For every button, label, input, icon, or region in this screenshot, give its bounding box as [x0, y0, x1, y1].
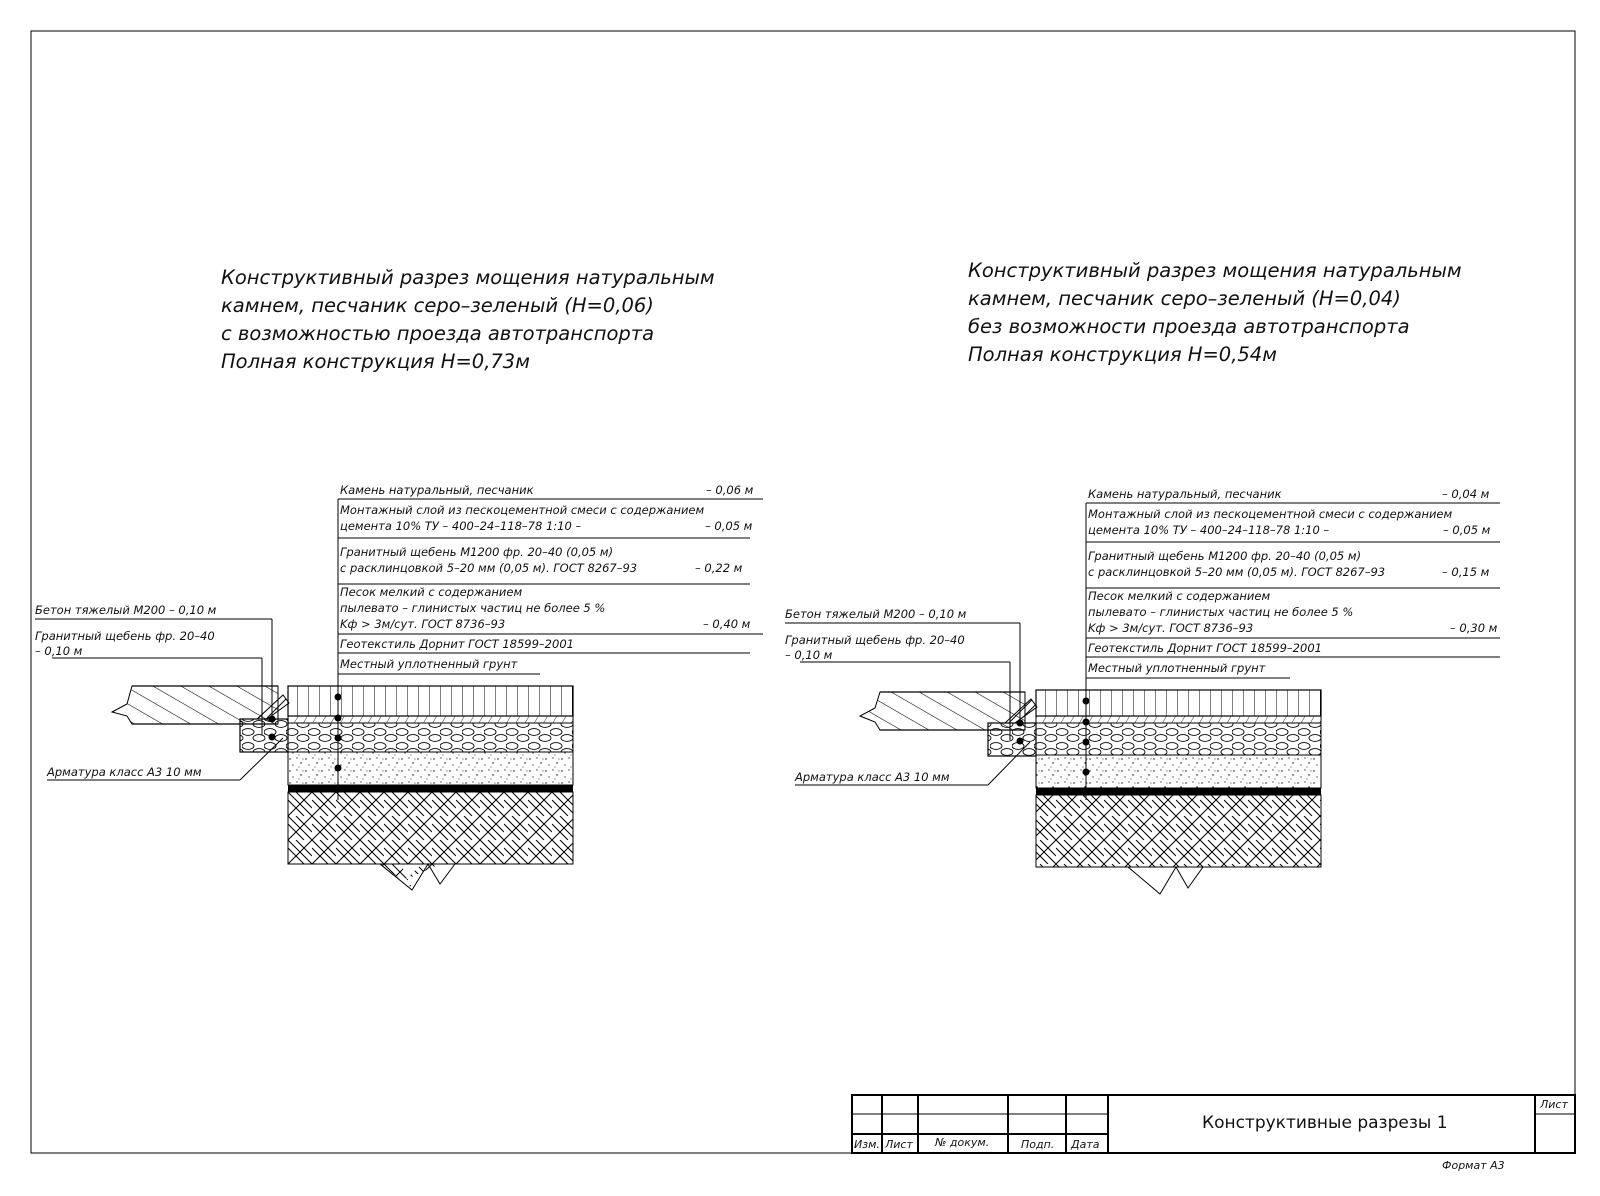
left-stone-label: Камень натуральный, песчаник: [340, 483, 534, 497]
left-title-line-1: Конструктивный разрез мощения натуральным: [221, 266, 715, 289]
right-crushed-label-2: – 0,10 м: [785, 648, 833, 662]
right-gravel-label-2: с расклинцовкой 5–20 мм (0,05 м). ГОСТ 8267–93: [1088, 565, 1386, 579]
right-geotextile-label: Геотекстиль Дорнит ГОСТ 18599–2001: [1088, 641, 1322, 655]
left-mount-label-2: цемента 10% ТУ – 400–24–118–78 1:10 –: [340, 519, 582, 533]
left-title-line-4: Полная конструкция H=0,73м: [221, 350, 530, 373]
left-gravel-label-1: Гранитный щебень М1200 фр. 20–40 (0,05 м): [340, 545, 614, 559]
left-crushed-label-1: Гранитный щебень фр. 20–40: [35, 629, 215, 643]
right-stone-thickness: – 0,04 м: [1442, 487, 1490, 501]
right-title-line-1: Конструктивный разрез мощения натуральным: [968, 259, 1462, 282]
right-stone-label: Камень натуральный, песчаник: [1088, 487, 1282, 501]
left-sand-label-3: Kф > 3м/сут. ГОСТ 8736–93: [340, 617, 506, 631]
left-concrete-label: Бетон тяжелый М200 – 0,10 м: [35, 603, 217, 617]
right-concrete-label: Бетон тяжелый М200 – 0,10 м: [785, 607, 967, 621]
left-rebar-label: Арматура класс А3 10 мм: [47, 765, 202, 779]
sheet-frame: [31, 31, 1575, 1153]
left-geotextile-label: Геотекстиль Дорнит ГОСТ 18599–2001: [340, 637, 574, 651]
right-gravel-thickness: – 0,15 м: [1442, 565, 1490, 579]
title-block-col-izm: Изм.: [854, 1138, 880, 1151]
right-mount-thickness: – 0,05 м: [1443, 523, 1491, 537]
left-soil-label: Местный уплотненный грунт: [340, 657, 518, 671]
title-block-col-list: Лист: [885, 1138, 913, 1151]
title-block-col-sign: Подп.: [1021, 1138, 1055, 1151]
left-mount-label-1: Монтажный слой из пескоцементной смеси с содержанием: [340, 503, 705, 517]
right-sand-label-2: пылевато – глинистых частиц не более 5 %: [1088, 605, 1354, 619]
right-mount-label-2: цемента 10% ТУ – 400–24–118–78 1:10 –: [1088, 523, 1330, 537]
left-title-line-2: камнем, песчаник серо–зеленый (H=0,06): [221, 294, 654, 317]
left-sand-label-2: пылевато – глинистых частиц не более 5 %: [340, 601, 606, 615]
title-block-sheet-label: Лист: [1540, 1098, 1568, 1111]
drawing-title: Конструктивные разрезы 1: [1202, 1113, 1448, 1133]
right-soil-label: Местный уплотненный грунт: [1088, 661, 1266, 675]
right-cross-section: [860, 690, 1321, 894]
right-crushed-label-1: Гранитный щебень фр. 20–40: [785, 633, 965, 647]
right-mount-label-1: Монтажный слой из пескоцементной смеси с содержанием: [1088, 507, 1453, 521]
right-section: [785, 259, 1500, 894]
right-title-line-2: камнем, песчаник серо–зеленый (H=0,04): [968, 287, 1401, 310]
left-cross-section: [112, 686, 573, 890]
left-gravel-label-2: с расклинцовкой 5–20 мм (0,05 м). ГОСТ 8267–93: [340, 561, 638, 575]
right-sand-label-3: Kф > 3м/сут. ГОСТ 8736–93: [1088, 621, 1254, 635]
left-mount-thickness: – 0,05 м: [705, 519, 753, 533]
left-sand-label-1: Песок мелкий с содержанием: [340, 585, 523, 599]
left-stone-thickness: – 0,06 м: [706, 483, 754, 497]
right-title-line-4: Полная конструкция H=0,54м: [968, 343, 1277, 366]
right-rebar-label: Арматура класс А3 10 мм: [795, 770, 950, 784]
right-sand-thickness: – 0,30 м: [1450, 621, 1498, 635]
right-gravel-label-1: Гранитный щебень М1200 фр. 20–40 (0,05 м): [1088, 549, 1362, 563]
title-block-col-date: Дата: [1071, 1138, 1100, 1151]
right-sand-label-1: Песок мелкий с содержанием: [1088, 589, 1271, 603]
left-gravel-thickness: – 0,22 м: [695, 561, 743, 575]
title-block-col-doc: № докум.: [935, 1136, 990, 1149]
right-title-line-3: без возможности проезда автотранспорта: [968, 315, 1410, 338]
sheet-format: Формат А3: [1442, 1159, 1505, 1172]
left-sand-thickness: – 0,40 м: [703, 617, 751, 631]
left-crushed-label-2: – 0,10 м: [35, 644, 83, 658]
left-section: [35, 266, 763, 890]
left-title-line-3: с возможностью проезда автотранспорта: [221, 322, 655, 345]
